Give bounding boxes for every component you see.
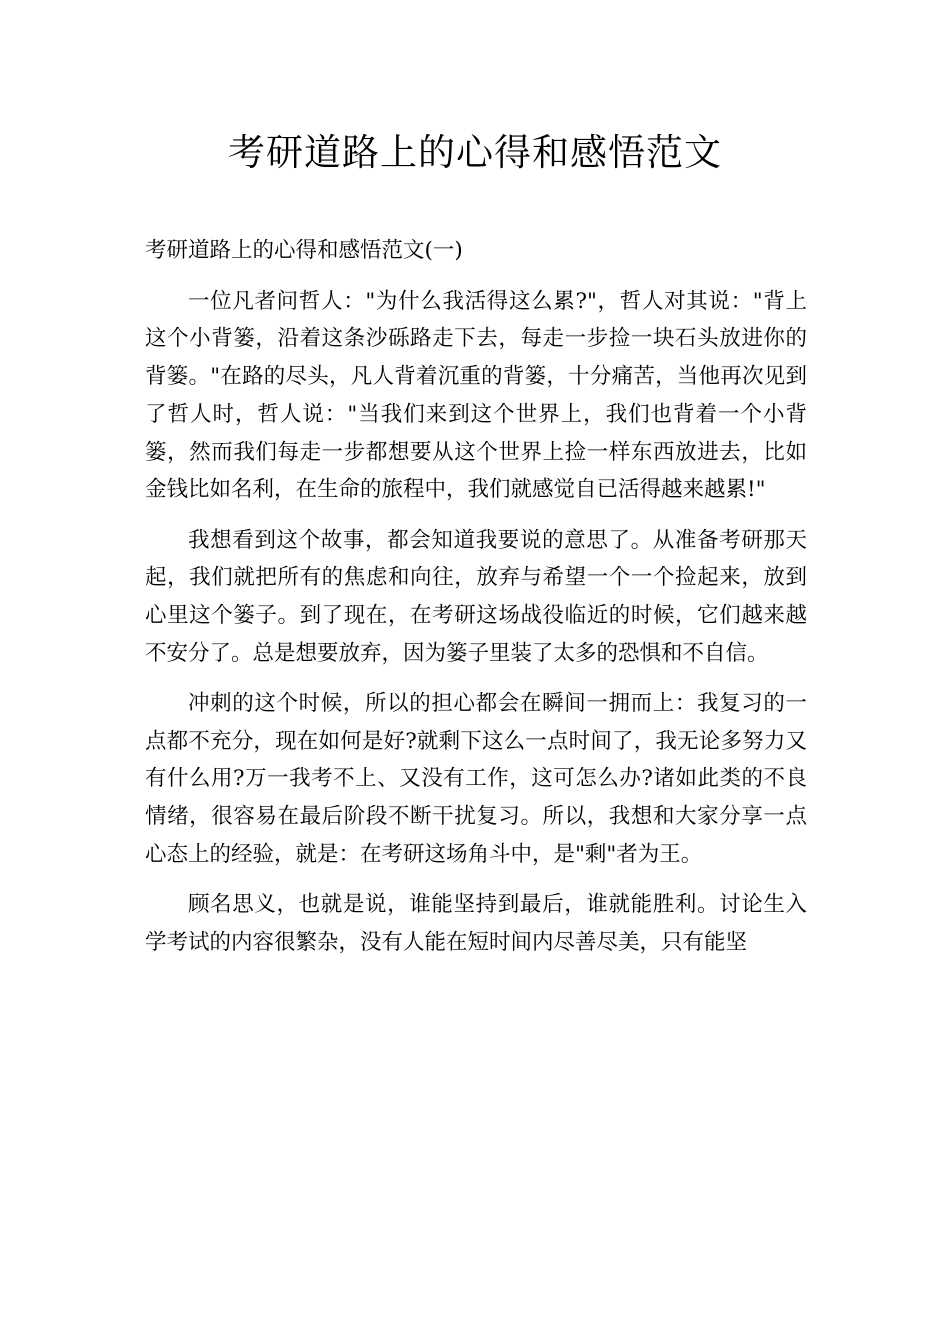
paragraph-3: 冲刺的这个时候，所以的担心都会在瞬间一拥而上：我复习的一点都不充分，现在如何是好?就剩下这么一点时间了，我无论多努力又有什么用?万一我考不上、又没有工作，这可怎么办?诸如此类的不良情绪，很容易在最后阶段不断干扰复习。所以，我想和大家分享一点心态上的经验，就是：在考研这场角斗中，是"剩"者为王。 (145, 690, 807, 867)
paragraph-4: 顾名思义，也就是说，谁能坚持到最后，谁就能胜利。讨论生入学考试的内容很繁杂，没有人能在短时间内尽善尽美，只有能坚 (145, 892, 807, 955)
document-body (145, 232, 807, 974)
document-title: 考研道路上的心得和感悟范文 (228, 131, 722, 174)
paragraph-1: 一位凡者问哲人："为什么我活得这么累?"，哲人对其说："背上这个小背篓，沿着这条沙砾路走下去，每走一步捡一块石头放进你的背篓。"在路的尽头，凡人背着沉重的背篓，十分痛苦，当他再次见到了哲人时，哲人说："当我们来到这个世界上，我们也背着一个小背篓，然而我们每走一步都想要从这个世界上捡一样东西放进去，比如金钱比如名利，在生命的旅程中，我们就感觉自已活得越来越累!" (145, 288, 807, 503)
section-subtitle: 考研道路上的心得和感悟范文(一) (145, 238, 463, 263)
paragraph-2: 我想看到这个故事，都会知道我要说的意思了。从准备考研那天起，我们就把所有的焦虑和向往，放弃与希望一个一个捡起来，放到心里这个篓子。到了现在，在考研这场战役临近的时候，它们越来越不安分了。总是想要放弃，因为篓子里装了太多的恐惧和不自信。 (145, 527, 807, 666)
